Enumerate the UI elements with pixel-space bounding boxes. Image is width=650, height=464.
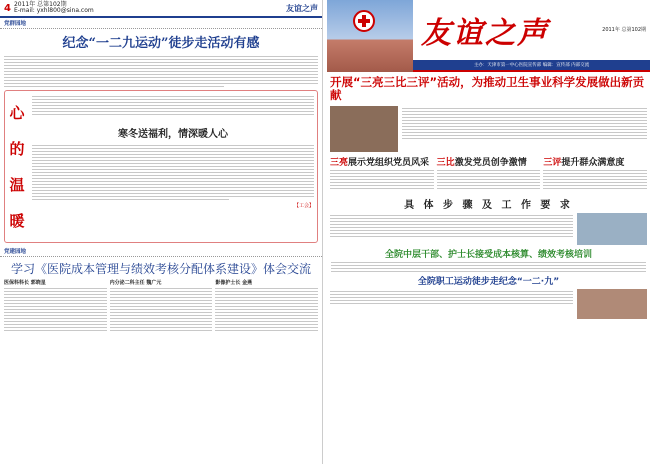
subhead: 三比激发党员创争激情 bbox=[436, 158, 527, 168]
article-1 bbox=[0, 18, 322, 87]
page-number: 4 bbox=[4, 2, 11, 14]
subhead-column bbox=[330, 155, 434, 191]
vertical-char: 暖 bbox=[9, 211, 25, 230]
article-3-title: 学习《医院成本管理与绩效考核分配体系建设》体会交流 bbox=[10, 262, 311, 276]
header-date: 2011年 总第102期 bbox=[13, 1, 67, 8]
subhead: 三亮展示党组织党员风采 bbox=[330, 158, 430, 168]
header-url: E-mail: yxhl800@sina.com bbox=[13, 7, 94, 14]
section-label: 党群园地 bbox=[0, 18, 322, 29]
leader-photo bbox=[330, 106, 398, 152]
masthead-photo bbox=[327, 0, 413, 72]
article-3 bbox=[0, 246, 322, 333]
subhead-columns bbox=[327, 152, 650, 194]
news-1-body bbox=[327, 262, 650, 272]
news-2-text bbox=[330, 289, 573, 319]
article-2-body bbox=[29, 91, 317, 242]
column-author: 医保科科长 郭晓星 bbox=[4, 280, 46, 286]
masthead-bar: 主办：天津市第一中心医院宣传部 编辑：宣传部 内部交流 bbox=[413, 60, 650, 70]
masthead-issue: 2011年 总第102期 bbox=[602, 26, 646, 33]
headline: 开展“三亮三比三评”活动，为推动卫生事业科学发展做出新贡献 bbox=[330, 75, 645, 102]
intro-text bbox=[402, 106, 647, 152]
article-3-columns bbox=[0, 279, 322, 333]
column-name: 友谊之声 bbox=[286, 3, 318, 13]
article-1-body bbox=[0, 56, 322, 87]
header-info bbox=[14, 2, 94, 14]
column bbox=[110, 279, 213, 333]
vertical-char: 心 bbox=[9, 104, 25, 123]
article-1-title: 纪念“一二九运动”徒步走活动有感 bbox=[62, 36, 260, 51]
column-author: 内分泌二科主任 魏广元 bbox=[109, 280, 162, 286]
subhead-column bbox=[437, 155, 541, 191]
vertical-title bbox=[5, 91, 29, 242]
vertical-char: 温 bbox=[9, 175, 25, 194]
subhead-column bbox=[543, 155, 647, 191]
subhead: 三评提升群众满意度 bbox=[543, 158, 625, 168]
story-top bbox=[327, 106, 650, 152]
walk-photo bbox=[577, 289, 647, 319]
masthead-title-area bbox=[413, 0, 650, 70]
section-label: 党建园地 bbox=[0, 246, 322, 257]
column bbox=[215, 279, 318, 333]
news-2-body bbox=[327, 289, 650, 319]
news-2-title: 全院职工运动徒步走纪念“一二·九” bbox=[417, 277, 560, 287]
requirements-text bbox=[330, 213, 573, 245]
article-2-title: 寒冬送福利，情深暖人心 bbox=[118, 129, 228, 140]
masthead-title-wrap bbox=[413, 0, 650, 60]
training-photo bbox=[577, 213, 647, 245]
column bbox=[4, 279, 107, 333]
masthead-title: 友谊之声 bbox=[421, 16, 549, 51]
left-page bbox=[0, 0, 323, 464]
vertical-char: 的 bbox=[9, 140, 25, 159]
article-2-box bbox=[4, 90, 318, 243]
requirements-body bbox=[327, 213, 650, 245]
requirements-title: 具 体 步 骤 及 工 作 要 求 bbox=[404, 200, 573, 211]
article-2-signature: 【工会】 bbox=[293, 203, 314, 209]
news-1-title: 全院中层干部、护士长接受成本核算、绩效考核培训 bbox=[384, 250, 592, 260]
column-author: 影像护士长 金燕 bbox=[215, 280, 253, 286]
masthead bbox=[327, 0, 650, 72]
left-header bbox=[0, 0, 322, 18]
hospital-logo-icon bbox=[353, 10, 375, 32]
right-page bbox=[327, 0, 650, 464]
